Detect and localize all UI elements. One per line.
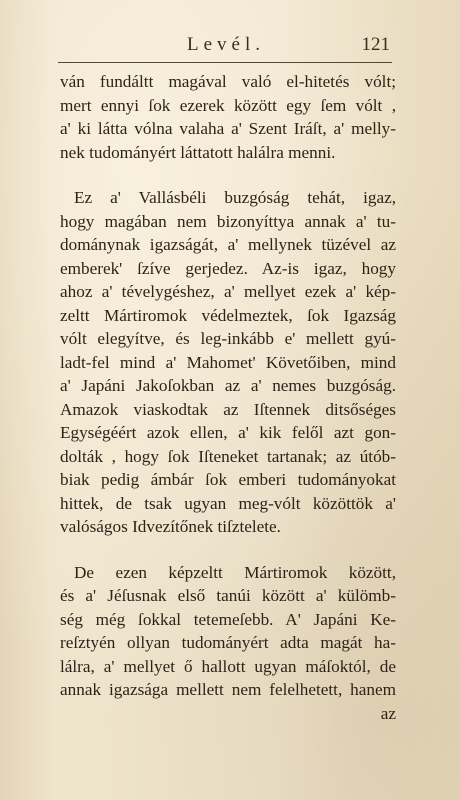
text-line: hittek, de tsak ugyan meg-vólt közöttök a' xyxy=(60,493,396,513)
paragraph-1 xyxy=(60,70,396,164)
text-line: De ezen képzeltt Mártiromok között, xyxy=(74,562,396,582)
text-line: vólt elegyítve, és leg-inkább e' mellett gyú- xyxy=(60,329,396,348)
page-header xyxy=(62,34,390,60)
paragraph-3 xyxy=(60,561,396,702)
page-number: 121 xyxy=(361,34,390,55)
text-line: zeltt Mártiromok védelmeztek, ſok Igazság xyxy=(60,305,396,325)
text-line: dolták , hogy ſok Iſteneket tartanak; az útób- xyxy=(60,446,396,466)
text-line: dománynak igazságát, a' mellynek tüzével az xyxy=(60,235,396,254)
text-line: valóságos Idvezítőnek tiſztelete. xyxy=(60,517,281,536)
text-line: Amazok viaskodtak az Iſtennek ditsőséges xyxy=(60,399,396,419)
paragraph-2 xyxy=(60,186,396,539)
paragraph-gap xyxy=(60,164,396,186)
text-line: hogy magában nem bizonyíttya annak a' tu- xyxy=(60,211,396,231)
text-line: ség még ſokkal tetemeſebb. A' Japáni Ke- xyxy=(60,609,396,629)
text-line: ahoz a' tévelygéshez, a' mellyet ezek a' kép- xyxy=(60,282,396,301)
running-title: Levél. xyxy=(186,34,265,55)
page-body xyxy=(60,70,396,725)
text-line: emberek' ſzíve gerjedez. Az-is igaz, hogy xyxy=(60,258,396,278)
header-rule xyxy=(58,62,392,63)
text-line: mert ennyi ſok ezerek között egy ſem vólt , xyxy=(60,95,396,115)
text-line: Ez a' Vallásbéli buzgóság tehát, igaz, xyxy=(74,188,396,207)
catchword: az xyxy=(380,703,396,723)
text-line: Egységéért azok ellen, a' kik felől azt gon- xyxy=(60,423,396,442)
text-line: a' ki látta vólna valaha a' Szent Iráſt, a' melly- xyxy=(60,119,396,138)
text-line: a' Japáni Jakoſokban az a' nemes buzgóság. xyxy=(60,376,396,395)
text-line: lálra, a' mellyet ő hallott ugyan máſoktól, de xyxy=(60,656,396,676)
text-line: annak igazsága mellett nem felelhetett, hanem xyxy=(60,680,396,699)
paragraph-gap xyxy=(60,539,396,561)
text-line: reſztyén ollyan tudományért adta magát ha- xyxy=(60,633,396,652)
text-line: ván fundáltt magával való el-hitetés vólt; xyxy=(60,72,396,91)
text-line: biak pedig ámbár ſok emberi tudományokat xyxy=(60,470,396,489)
text-line: és a' Jéſusnak első tanúi között a' külömb- xyxy=(60,586,396,605)
text-line: nek tudományért láttatott halálra menni. xyxy=(60,142,336,162)
text-line: ladt-fel mind a' Mahomet' Követőiben, mind xyxy=(60,352,396,372)
